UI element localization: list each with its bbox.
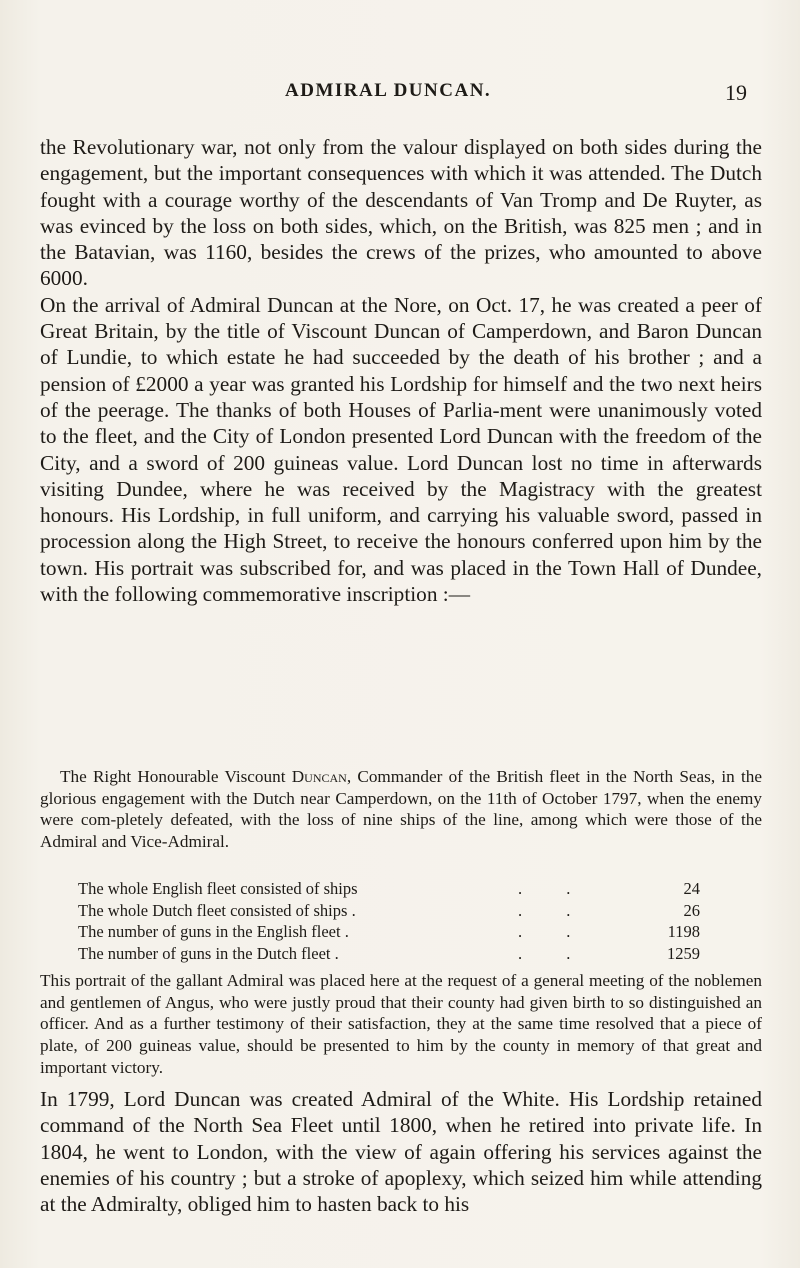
stat-label: The whole English fleet consisted of ships [78,879,358,898]
stat-label: The whole Dutch fleet consisted of ships . [78,900,356,920]
stat-row [78,878,700,900]
stat-label: The number of guns in the English fleet . [78,922,349,941]
portrait-note [40,970,762,1079]
stat-value: 1259 [667,943,700,963]
inscription-lead: The Right Honourable Viscount [60,767,286,786]
stat-leader-dots: . . [518,879,591,898]
inscription-rest: , Commander of the British fleet in the North Seas, in the glorious engagement with the Dutch near Camperdown, on the 11th of October 1797, when the enemy were com-pletely defeated, with the loss of nine ships of the line, among which were those of the Admiral and Vice-Admiral. [40,767,763,852]
running-head [0,80,800,110]
inscription-text [40,766,762,853]
stat-row [78,900,700,922]
commemorative-inscription [40,766,762,853]
paragraph-1: the Revolutionary war, not only from the valour displayed on both sides during the engagement, but the important consequences with which it was attended. The Dutch fought with a courage worthy of the descendants of Van Tromp and De Ruyter, as was evinced by the loss on both sides, which, on the British, was 825 men ; and in the Batavian, was 1160, besides the crews of the prizes, who amounted to above 6000. [40,135,762,291]
main-text [40,134,762,607]
stat-leader-dots: . . [518,943,591,963]
stat-leader-dots: . . [518,900,591,920]
stat-value: 24 [683,879,700,898]
stat-label: The number of guns in the Dutch fleet . [78,943,339,963]
stat-value: 26 [683,900,700,920]
stat-row [78,921,700,943]
stat-leader-dots: . . [518,922,591,941]
page-number: 19 [725,80,747,105]
running-title: ADMIRAL DUNCAN. [285,80,492,101]
stat-value: 1198 [667,922,700,941]
paragraph-2: On the arrival of Admiral Duncan at the Nore, on Oct. 17, he was created a peer of Great Britain, by the title of Viscount Duncan of Camperdown, and Baron Duncan of Lundie, to which estate he had succeeded by the death of his brother ; and a pension of £2000 a year was granted his Lordship for himself and the two next heirs of the peerage. The thanks of both Houses of Parlia-ment were unanimously voted to the fleet, and the City of London presented Lord Duncan with the freedom of the City, and a sword of 200 guineas value. Lord Duncan lost no time in afterwards visiting Dundee, where he was received by the Magistracy with the greatest honours. His Lordship, in full uniform, and carrying his valuable sword, passed in procession along the High Street, to receive the honours conferred upon him by the town. His portrait was subscribed for, and was placed in the Town Hall of Dundee, with the following commemorative inscription :— [40,292,762,607]
paragraph-3: In 1799, Lord Duncan was created Admiral of the White. His Lordship retained command of the North Sea Fleet until 1800, when he retired into private life. In 1804, he went to London, with the view of again offering his services against the enemies of his country ; but a stroke of apoplexy, which seized him while attending at the Admiralty, obliged him to hasten back to his [40,1087,762,1217]
stat-row [78,943,700,965]
inscription-name: Duncan [291,767,347,786]
fleet-statistics [78,878,700,964]
closing-text [40,1086,762,1217]
portrait-note-text: This portrait of the gallant Admiral was placed here at the request of a general meeting of the noblemen and gentlemen of Angus, who were justly proud that their county had given birth to so distinguished an officer. And as a further testimony of their satisfaction, they at the same time resolved that a piece of plate, of 200 guineas value, should be presented to him by the county in memory of that great and important victory. [40,971,762,1077]
